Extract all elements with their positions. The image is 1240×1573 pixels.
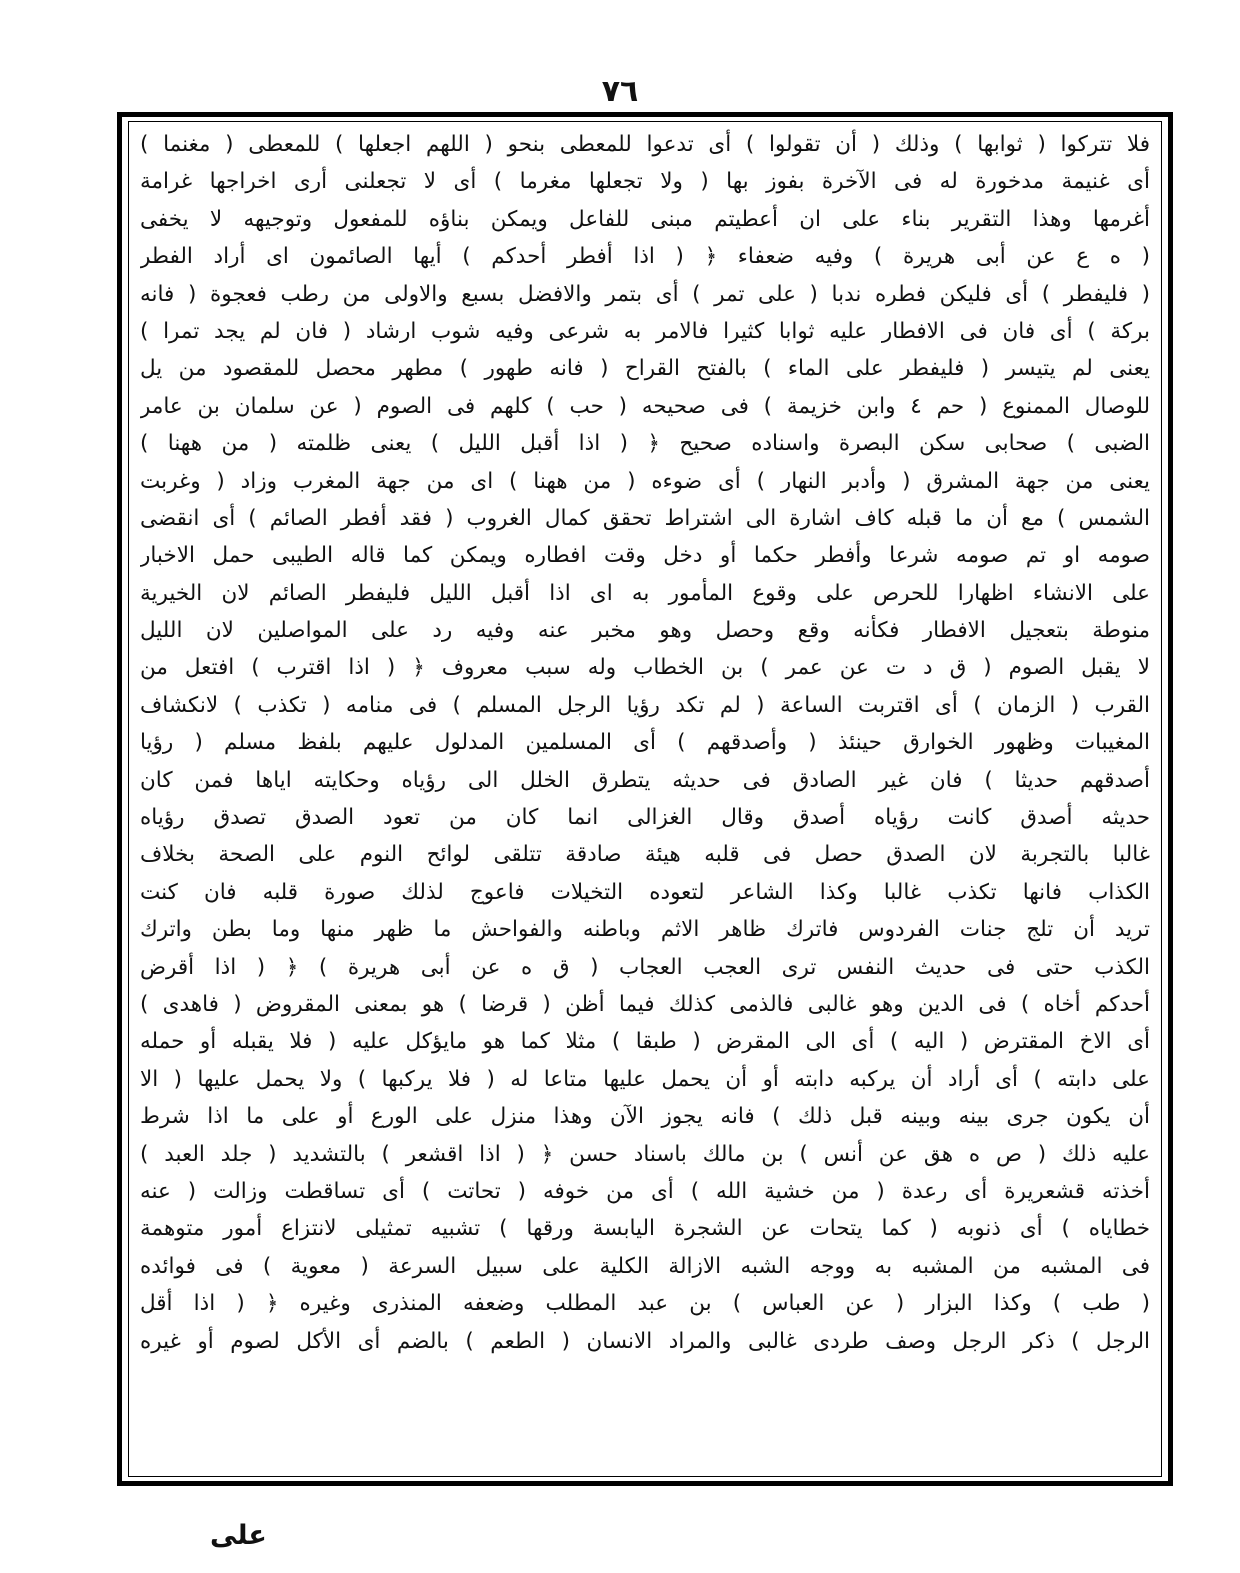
- text-line: أصدقهم حديثا ) فان غير الصادق فى حديثه يتطرق الخلل الى رؤياه وحكايته اياها فمن كان: [140, 767, 1150, 793]
- text-line: صومه او تم صومه شرعا وأفطر حكما أو دخل وقت افطاره ويمكن كما قاله الطيبى حمل الاخبار: [140, 543, 1150, 569]
- text-line: ( فليفطر ) أى فليكن فطره ندبا ( على تمر ) أى بتمر والافضل بسبع والاولى من رطب فعجوة ( فانه: [140, 281, 1150, 307]
- page-number: ٧٦: [601, 74, 639, 109]
- text-line: الكذاب فانها تكذب غالبا وكذا الشاعر لتعوده التخيلات فاعوج لذلك صورة قلبه فان كنت: [140, 879, 1150, 905]
- catchword: على: [210, 1520, 267, 1551]
- text-line: أن يكون جرى بينه وبينه قبل ذلك ) فانه يجوز الآن وهذا منزل على الورع أو على ما اذا شرط: [140, 1104, 1150, 1130]
- text-line: منوطة بتعجيل الافطار فكأنه وقع وحصل وهو مخبر عنه وفيه رد على المواصلين لان الليل: [140, 618, 1150, 644]
- text-line: أغرمها وهذا التقرير بناء على ان أعطيتم مبنى للفاعل ويمكن بناؤه للمفعول وتوجيهه لا يخفى: [140, 206, 1150, 232]
- text-line: لا يقبل الصوم ( ق د ت عن عمر ) بن الخطاب وله سبب معروف ﴿ ( اذا اقترب ) افتعل من: [140, 655, 1150, 681]
- text-line: على الانشاء اظهارا للحرص على وقوع المأمور به اى اذا أقبل الليل فليفطر الصائم لان الخيرية: [140, 580, 1150, 606]
- text-line: يعنى من جهة المشرق ( وأدبر النهار ) أى ضوءه ( من ههنا ) اى من جهة المغرب وزاد ( وغربت: [140, 468, 1150, 494]
- text-line: [140, 1435, 1150, 1472]
- text-line: على دابته ) أى أراد أن يركبه دابته أو أن يحمل عليها متاعا له ( فلا يركبها ) ولا يحمل عليها ( الا: [140, 1066, 1150, 1092]
- text-line: أى غنيمة مدخورة له فى الآخرة بفوز بها ( ولا تجعلها مغرما ) أى لا تجعلنى أرى اخراجها غرامة: [140, 169, 1150, 195]
- text-line: الضبى ) صحابى سكن البصرة واسناده صحيح ﴿ ( اذا أقبل الليل ) يعنى ظلمته ( من ههنا ): [140, 431, 1150, 457]
- text-line: ( طب ) وكذا البزار ( عن العباس ) بن عبد المطلب وضعفه المنذرى وغيره ﴿ ( اذا أقل: [140, 1291, 1150, 1317]
- text-line: أى الاخ المقترض ( اليه ) أى الى المقرض ( طبقا ) مثلا كما هو مايؤكل عليه ( فلا يقبله أو حمله: [140, 1029, 1150, 1055]
- text-line: [140, 1397, 1150, 1434]
- text-line: تريد أن تلج جنات الفردوس فاترك ظاهر الاثم وباطنه والفواحش ما ظهر منها وما بطن واترك: [140, 917, 1150, 943]
- text-line: عليه ذلك ( ص ه هق عن أنس ) بن مالك باسناد حسن ﴿ ( اذا اقشعر ) بالتشديد ( جلد العبد ): [140, 1141, 1150, 1167]
- text-line: بركة ) أى فان فى الافطار عليه ثوابا كثيرا فالامر به شرعى وفيه شوب ارشاد ( فان لم يجد تمرا ): [140, 318, 1150, 344]
- text-line: القرب ( الزمان ) أى اقتربت الساعة ( لم تكد رؤيا الرجل المسلم ) فى منامه ( تكذب ) لانكشاف: [140, 692, 1150, 718]
- text-line: [140, 1360, 1150, 1397]
- text-line: الرجل ) ذكر الرجل وصف طردى غالبى والمراد الانسان ( الطعم ) بالضم أى الأكل لصوم أو غيره: [140, 1328, 1150, 1354]
- text-line: أحدكم أخاه ) فى الدين وهو غالبى فالذمى كذلك فيما أظن ( قرضا ) هو بمعنى المقروض ( فاهدى ): [140, 991, 1150, 1017]
- text-line: فى المشبه من المشبه به ووجه الشبه الازالة الكلية على سبيل السرعة ( معوية ) فى فوائده: [140, 1253, 1150, 1279]
- text-line: حديثه أصدق كانت رؤياه أصدق وقال الغزالى انما كان من تعود الصدق تصدق رؤياه: [140, 805, 1150, 831]
- text-line: المغيبات وظهور الخوارق حينئذ ( وأصدقهم ) أى المسلمين المدلول عليهم بلفظ مسلم ( رؤيا: [140, 730, 1150, 756]
- text-line: خطاياه ) أى ذنوبه ( كما يتحات عن الشجرة اليابسة ورقها ) تشبيه تمثيلى لانتزاع أمور متوهمة: [140, 1216, 1150, 1242]
- text-line: ( ه ع عن أبى هريرة ) وفيه ضعفاء ﴿ ( اذا أفطر أحدكم ) أيها الصائمون اى أراد الفطر: [140, 244, 1150, 270]
- main-text: [140, 126, 1150, 1472]
- text-line: يعنى لم يتيسر ( فليفطر على الماء ) بالفتح القراح ( فانه طهور ) مطهر محصل للمقصود من يل: [140, 356, 1150, 382]
- text-line: الشمس ) مع أن ما قبله كاف اشارة الى اشتراط تحقق كمال الغروب ( فقد أفطر الصائم ) أى انقضى: [140, 505, 1150, 531]
- text-line: للوصال الممنوع ( حم ٤ وابن خزيمة ) فى صحيحه ( حب ) كلهم فى الصوم ( عن سلمان بن عامر: [140, 393, 1150, 419]
- text-line: أخذته قشعريرة أى رعدة ( من خشية الله ) أى من خوفه ( تحاتت ) أى تساقطت وزالت ( عنه: [140, 1178, 1150, 1204]
- text-line: غالبا بالتجربة لان الصدق حصل فى قلبه هيئة صادقة تتلقى لوائح النوم على الصحة بخلاف: [140, 842, 1150, 868]
- text-line: فلا تتركوا ( ثوابها ) وذلك ( أن تقولوا ) أى تدعوا للمعطى بنحو ( اللهم اجعلها ) للمعطى ( مغنما ): [140, 132, 1150, 157]
- text-line: الكذب حتى فى حديث النفس ترى العجب العجاب ( ق ه عن أبى هريرة ) ﴿ ( اذا أقرض: [140, 954, 1150, 980]
